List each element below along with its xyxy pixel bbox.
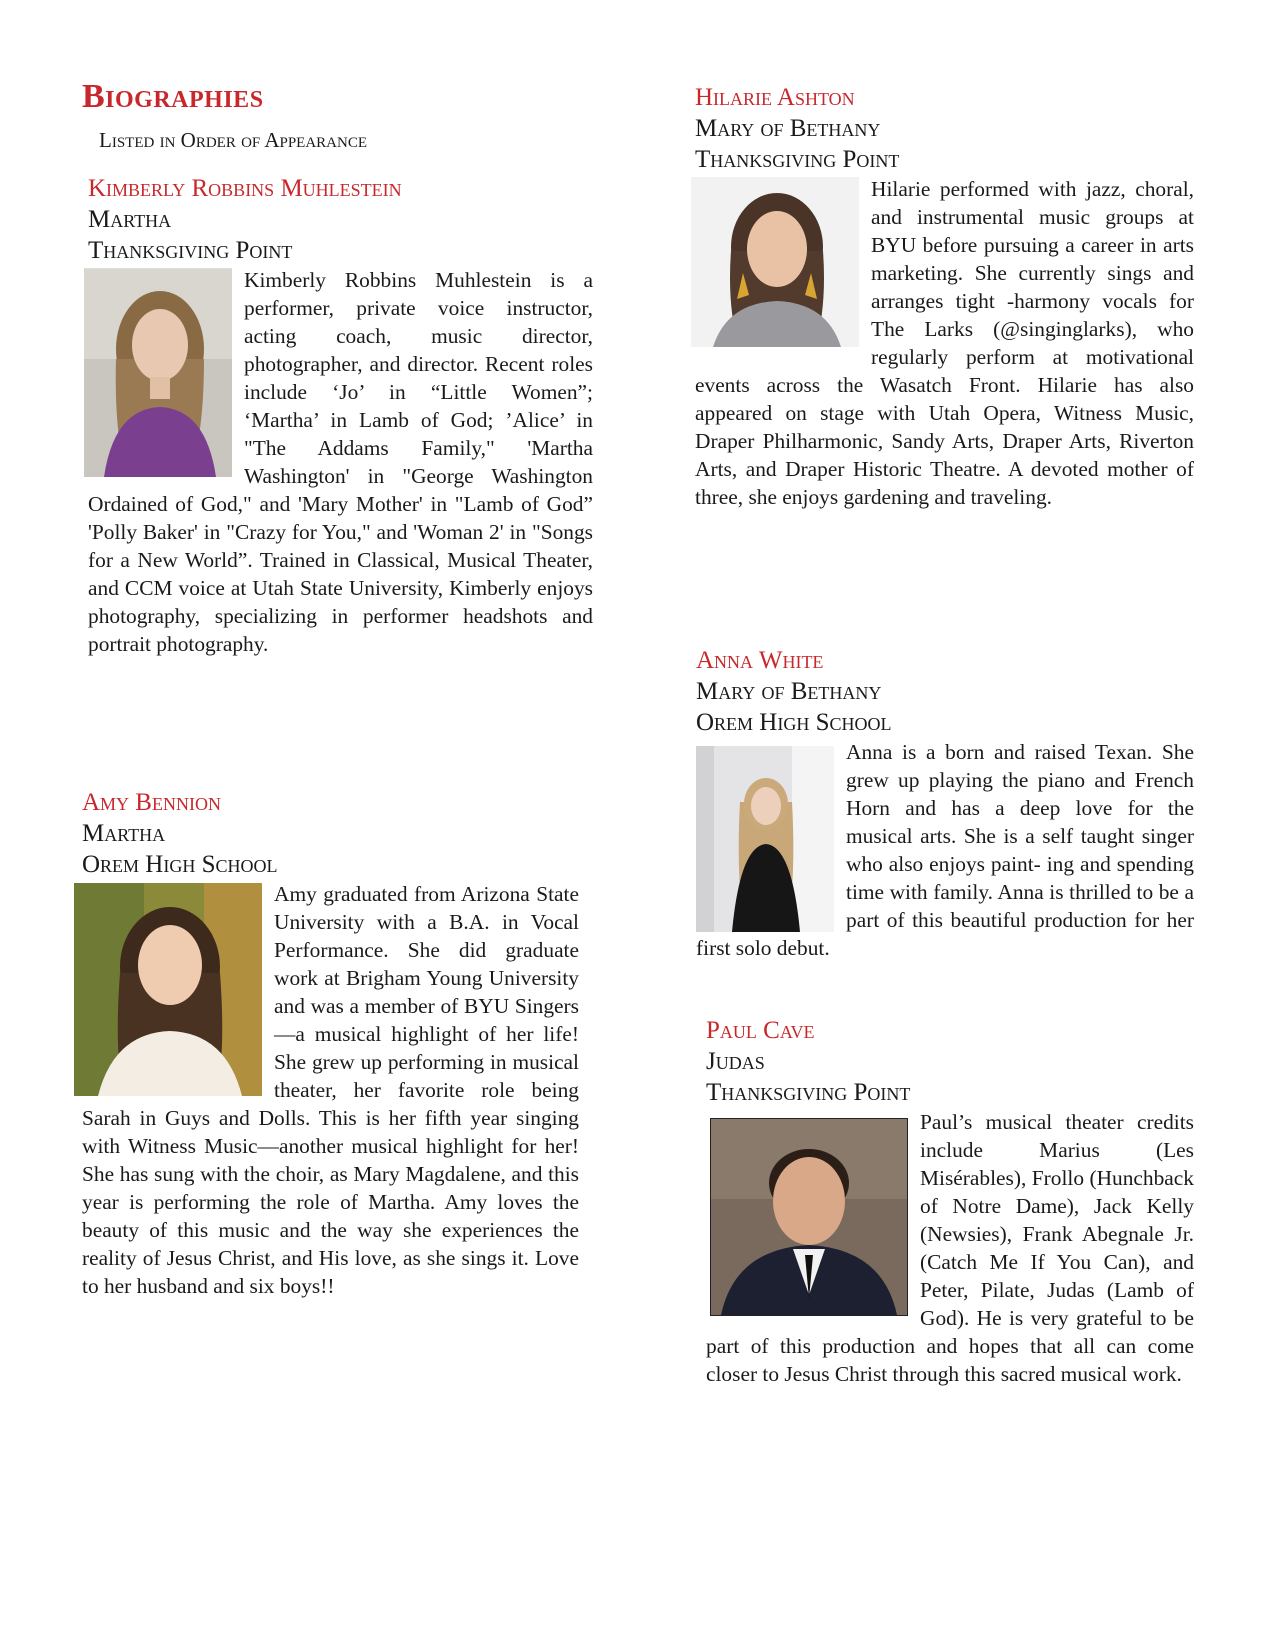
headshot-photo	[74, 883, 262, 1096]
bio-role: Mary of Bethany	[695, 115, 881, 142]
bio-name: Kimberly Robbins Muhlestein	[88, 175, 402, 202]
bio-kimberly	[88, 173, 593, 658]
bio-amy	[82, 787, 579, 1300]
bio-role: Mary of Bethany	[696, 678, 882, 705]
bio-text: Amy graduated from Arizona State University with a B.A. in Vocal Performance. She did graduate work at Brigham Young University and was a member of BYU Singers—a musical highlight of her life! She grew up performing in musical theater, her favorite role being Sarah in Guys and Dolls. This is her fifth year singing with Witness Music—another musical highlight for her! She has sung with the choir, as Mary Magdalene, and this year is performing the role of Martha. Amy loves the beauty of this music and the way she experiences the reality of Jesus Christ, and His love, as she sings it. Love to her husband and six boys!!	[82, 882, 579, 1298]
bio-text: Paul’s musical theater credits include Marius (Les Misérables), Frollo (Hunchback of Notre Dame), Jack Kelly (Newsies), Frank Abegnale Jr. (Catch Me If You Can), and Peter, Pilate, Judas (Lamb of God). He is very grateful to be part of this production and hopes that all can come closer to Jesus Christ through this sacred musical work.	[706, 1110, 1194, 1386]
bio-paul	[706, 1015, 1194, 1388]
bio-name: Amy Bennion	[82, 789, 221, 816]
bio-role: Judas	[706, 1048, 765, 1075]
headshot-photo	[691, 177, 859, 347]
bio-venue: Orem High School	[82, 851, 278, 878]
bio-role: Martha	[82, 820, 166, 847]
page-subtitle: Listed in Order of Appearance	[99, 128, 368, 152]
bio-role: Martha	[88, 206, 172, 233]
bio-name: Anna White	[696, 647, 824, 674]
bio-text: Anna is a born and raised Texan. She grew up playing the piano and French Horn and has a deep love for the musical arts. She is a self taught singer who also enjoys paint- ing and spending time with family. Anna is thrilled to be a part of this beautiful production for her first solo debut.	[696, 740, 1194, 960]
bio-name: Paul Cave	[706, 1017, 815, 1044]
bio-venue: Thanksgiving Point	[706, 1079, 911, 1106]
bio-hilarie	[695, 82, 1194, 511]
bio-name: Hilarie Ashton	[695, 84, 855, 111]
bio-anna	[696, 645, 1194, 962]
headshot-photo	[696, 746, 834, 932]
bio-text: Kimberly Robbins Muhlestein is a performer, private voice instructor, acting coach, music director, photographer, and director. Recent roles include ‘Jo’ in “Little Women”; ‘Martha’ in Lamb of God; ’Alice’ in "The Addams Family," 'Martha Washington' in "George Washington Ordained of God," and 'Mary Mother' in "Lamb of God” 'Polly Baker' in "Crazy for You," and 'Woman 2' in "Songs for a New World”. Trained in Classical, Musical Theater, and CCM voice at Utah State University, Kimberly enjoys photography, specializing in performer headshots and portrait photography.	[88, 268, 593, 656]
headshot-photo	[710, 1118, 908, 1316]
page-title: Biographies	[82, 78, 264, 115]
bio-text: Hilarie performed with jazz, choral, and instrumental music groups at BYU before pursuing a career in arts marketing. She currently sings and arranges tight -harmony vocals for The Larks (@singinglarks), who regularly perform at motivational events across the Wasatch Front. Hilarie has also appeared on stage with Utah Opera, Witness Music, Draper Philharmonic, Sandy Arts, Draper Arts, Riverton Arts, and Draper Historic Theatre. A devoted mother of three, she enjoys gardening and traveling.	[695, 177, 1194, 509]
bio-venue: Orem High School	[696, 709, 892, 736]
bio-venue: Thanksgiving Point	[88, 237, 293, 264]
bio-venue: Thanksgiving Point	[695, 146, 900, 173]
headshot-photo	[84, 268, 232, 477]
